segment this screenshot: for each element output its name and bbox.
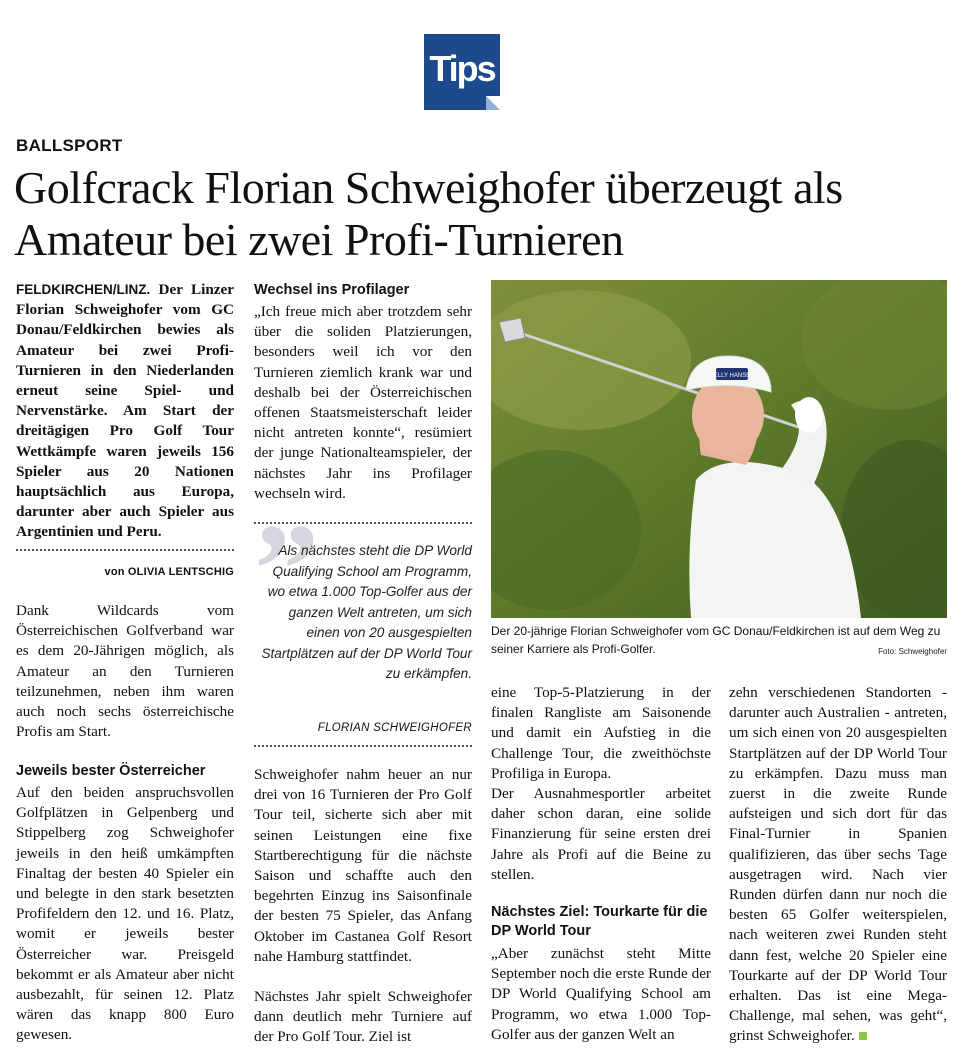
col4-paragraph-1 [729, 683, 947, 1047]
photo-credit: Foto: Schweighofer [878, 647, 947, 656]
article-photo[interactable] [491, 280, 947, 618]
dateline: FELDKIRCHEN/LINZ. [16, 282, 151, 297]
tips-logo[interactable] [424, 34, 500, 110]
col1-subheading: Jeweils bester Österreicher [16, 763, 206, 779]
quote-mark-icon: ” [254, 498, 319, 642]
col2-paragraph-2: Schweighofer nahm heuer an nur drei von 16 Turnieren der Pro Golf Tour teil, sicherte sich aber mit seinen Leistungen eine fixe Startberechtigung für die nächste Saison und schaffte auch den begehrten Einzug ins Saisonfinale der besten 75 Spieler, das Anfang Oktober im Castanea Golf Resort nahe Hamburg stattfindet. [254, 766, 472, 965]
divider-quote-bottom [254, 745, 472, 747]
divider-lead [16, 549, 234, 551]
byline: von OLIVIA LENTSCHIG [104, 566, 234, 578]
lead-text: Der Linzer Florian Schweighofer vom GC Donau/Feldkirchen bewies als Amateur bei zwei Profi-Turnieren in den Niederlanden erneut seine Spiel- und Nervenstärke. Am Start der dreitägigen Pro Golf Tour Wettkämpfe waren jeweils 156 Spieler aus 20 Nationen hauptsächlich aus Europa, darunter aber auch Spieler aus Argentinien und Peru. [16, 281, 234, 541]
pull-quote: Als nächstes steht die DP World Qualifying School am Programm, wo etwa 1.000 Top-Golfer aus der ganzen Welt antreten, um sich einen von 20 ausgespielten Startplätzen auf der DP World Tour zu erkämpfen. [261, 543, 472, 681]
cap-brand-text: HELLY HANSEN [709, 373, 755, 379]
section-kicker: BALLSPORT [16, 136, 123, 155]
col2-subheading: Wechsel ins Profilager [254, 282, 410, 298]
col4-text: zehn verschiedenen Standorten - darunter auch Australien - antreten, um sich einen von 20 ausgespielten Startplätzen auf der DP World Tour zu erkämpfen. Dazu muss man zuerst in die zweite Runde aufsteigen und sich dort für das Final-Turnier in Spanien qualifizieren, das über sechs Tage ausgetragen wird. Nach vier Runden dürfen dann nur noch die besten 65 Golfer weiterspielen, nach weiteren zwei Runden steht dann fest, welche 20 Spieler eine Tourkarte auf der DP World Tour erhalten. Das ist eine Mega-Challenge, mal sehen, was geht“, grinst Schweighofer. [729, 684, 947, 1045]
golfer-photo-illustration [491, 280, 947, 618]
col3-paragraph-1: eine Top-5-Platzierung in der finalen Rangliste am Saisonende und damit ein Aufstieg in die Challenge Tour, die zweithöchste Profiliga in Europa. [491, 684, 711, 782]
logo-text: Tips [429, 48, 495, 89]
end-mark-icon [859, 1032, 867, 1040]
col3-subheading: Nächstes Ziel: Tourkarte für die DP World Tour [491, 904, 708, 939]
col3-paragraph-2: Der Ausnahmesportler arbeitet daher schon daran, eine solide Finanzierung für seine ersten drei Jahre als Profi auf die Beine zu stellen. [491, 785, 711, 883]
col1-paragraph-2: Auf den beiden anspruchsvollen Golfplätzen in Gelpenberg und Stippelberg zog Schweighofer jeweils in den heiß umkämpften Finaltag der besten 40 Spieler ein und belegte in den stark besetzten Profifeldern den 12. und 16. Platz, womit er jeweils bester Österreicher war. Preisgeld bekommt er als Amateur aber nicht ausbezahlt, für seinen 12. Platz wären das knapp 800 Euro gewesen. [16, 784, 234, 1044]
col3-paragraph-3: „Aber zunächst steht Mitte September noch die erste Runde der DP World Qualifying School am Programm, wo etwa 1.000 Top-Golfer aus der ganzen Welt an [491, 945, 711, 1043]
col2-paragraph-3: Nächstes Jahr spielt Schweighofer dann deutlich mehr Turniere auf der Pro Golf Tour. Ziel ist [254, 988, 472, 1046]
pull-quote-author: FLORIAN SCHWEIGHOFER [317, 722, 472, 734]
photo-caption: Der 20-jährige Florian Schweighofer vom GC Donau/Feldkirchen ist auf dem Weg zu seiner Karriere als Profi-Golfer. [491, 624, 941, 656]
article-lead [16, 280, 234, 543]
col2-paragraph-1: „Ich freue mich aber trotzdem sehr über die soliden Platzierungen, besonders weil ich vor den Turnieren ziemlich krank war und deshalb bei der Österreichischen offenen Staatsmeisterschaft leider nicht antreten konnte“, resümiert der junge Nationalteamspieler, der nächstes Jahr ins Profilager wechseln wird. [254, 303, 472, 502]
logo-page-curl [486, 96, 500, 110]
col1-paragraph-1: Dank Wildcards vom Österreichischen Golfverband war es dem 20-Jährigen möglich, als Amateur an den Turnieren teilzunehmen, neben ihm waren auch noch sechs österreichische Profis am Start. [16, 602, 234, 741]
article-headline: Golfcrack Florian Schweighofer überzeugt als Amateur bei zwei Profi-Turnieren [14, 162, 843, 265]
